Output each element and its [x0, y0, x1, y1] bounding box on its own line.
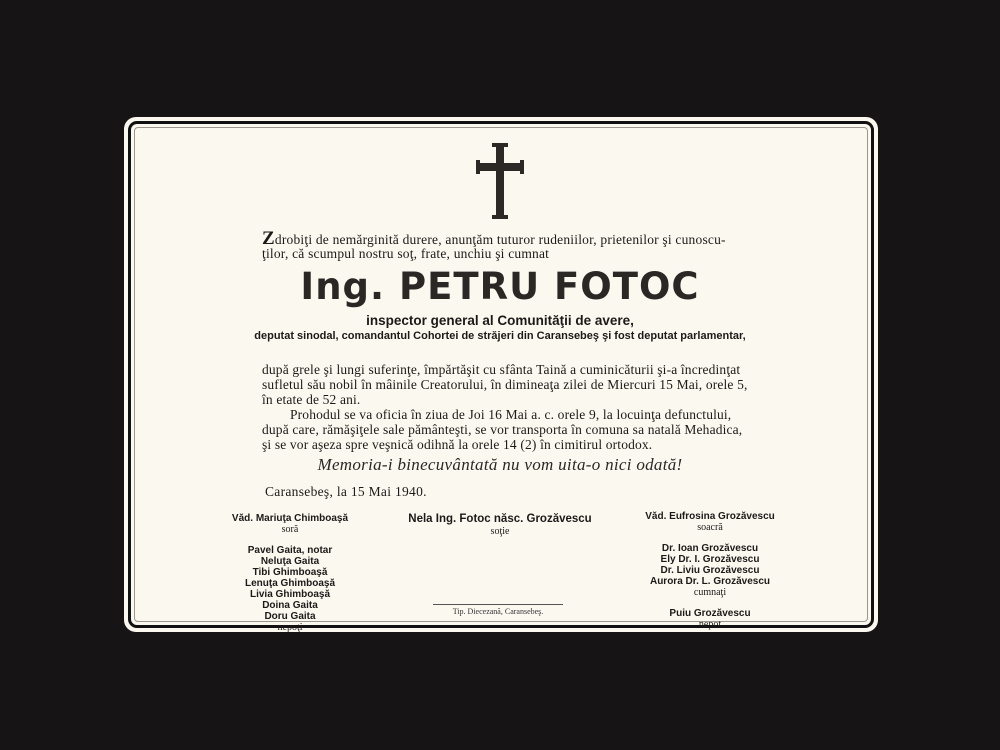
deceased-name: Ing. PETRU FOTOC: [300, 265, 700, 308]
intro-line-1-text: drobiţi de nemărginită durere, anunţăm tuturor rudeniilor, prietenilor şi cunoscu-: [274, 232, 726, 247]
mourner-relation: soră: [281, 524, 299, 535]
mourners-center-column: [385, 513, 615, 537]
mourner-name: Doru Gaita: [264, 611, 316, 622]
body-line-1: după grele şi lungi suferinţe, împărtăşit cu sfânta Taină a cuminicăturii şi-a încredinţat: [262, 362, 741, 377]
intro-dropcap: Z: [262, 228, 275, 249]
body-line-2: sufletul său nobil în mâinile Creatorului, în dimineaţa zilei de Miercuri 15 Mai, orele 5,: [262, 377, 748, 392]
intro-line-2: ţilor, că scumpul nostru soţ, frate, unchiu şi cumnat: [262, 246, 550, 261]
mourners-right-column: [615, 511, 805, 630]
mourner-name: Dr. Liviu Grozăvescu: [660, 565, 760, 576]
deceased-subtitle: deputat sinodal, comandantul Cohortei de străjeri din Caransebeş şi fost deputat parlamentar,: [254, 330, 746, 342]
widow-relation: soţie: [490, 526, 510, 537]
memorial-motto: Memoria-i binecuvântată nu vom uita-o nici odată!: [317, 455, 683, 474]
body-line-4: Prohodul se va oficia în ziua de Joi 16 Mai a. c. orele 9, la locuinţa defunctului,: [290, 407, 732, 422]
mourners-left-column: [205, 513, 375, 633]
widow-name: Nela Ing. Fotoc născ. Grozăvescu: [408, 513, 592, 525]
mourner-name: Ely Dr. I. Grozăvescu: [660, 554, 760, 565]
body-line-6: şi se vor aşeza spre veşnică odihnă la orele 14 (2) în cimitirul ortodox.: [262, 437, 653, 452]
mourner-name: Dr. Ioan Grozăvescu: [661, 543, 759, 554]
mourner-name: Neluţa Gaita: [260, 556, 320, 567]
mourner-name: Lenuţa Ghimboaşă: [244, 578, 335, 589]
body-line-5: după care, rămăşiţele sale pământeşti, se vor transporta în comuna sa natală Mehadica,: [262, 422, 743, 437]
mourner-relation: soacră: [697, 522, 723, 533]
printer-divider: [433, 604, 563, 605]
printer-imprint: Tip. Diecezană, Caransebeş.: [452, 607, 544, 616]
mourner-relation: nepot: [698, 619, 722, 630]
cross-icon: [476, 143, 524, 219]
mourner-name: Doina Gaita: [262, 600, 318, 611]
place-date: Caransebeş, la 15 Mai 1940.: [265, 484, 427, 499]
mourner-head: Văd. Mariuţa Chimboaşă: [231, 513, 349, 524]
mourner-head: Văd. Eufrosina Grozăvescu: [645, 511, 775, 522]
deceased-title: inspector general al Comunităţii de avere,: [366, 313, 634, 328]
mourner-relation: nepoţi: [277, 622, 303, 633]
mourner-relation: cumnaţi: [693, 587, 727, 598]
mourner-name: Aurora Dr. L. Grozăvescu: [649, 576, 771, 587]
mourner-name: Tibi Ghimboaşă: [252, 567, 328, 578]
mourner-name: Puiu Grozăvescu: [669, 608, 751, 619]
body-line-3: în etate de 52 ani.: [262, 392, 361, 407]
mourner-name: Pavel Gaita, notar: [247, 545, 333, 556]
mourner-name: Livia Ghimboaşă: [249, 589, 331, 600]
